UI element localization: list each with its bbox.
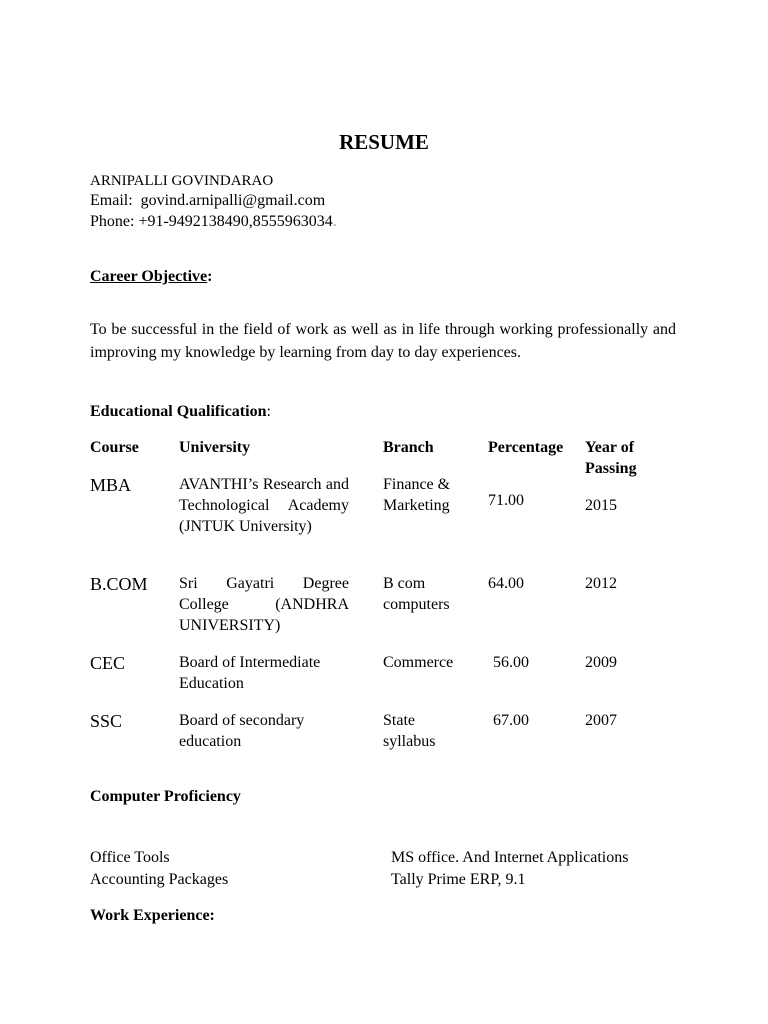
table-row-year: 2007 — [585, 712, 617, 729]
phone-line — [90, 213, 337, 231]
phone-text: Phone: +91-9492138490,8555963034 — [90, 213, 333, 230]
table-row-percentage: 56.00 — [493, 654, 529, 671]
education-heading — [90, 403, 271, 421]
computer-proficiency-heading: Computer Proficiency — [90, 788, 241, 805]
email-line — [90, 192, 325, 210]
table-row-branch: B com computers — [383, 575, 450, 613]
career-objective-colon: : — [207, 268, 213, 285]
work-experience-heading: Work Experience: — [90, 907, 215, 924]
col-header-branch: Branch — [383, 439, 434, 456]
table-row-branch: Finance & Marketing — [383, 476, 451, 514]
candidate-name: ARNIPALLI GOVINDARAO — [90, 173, 274, 189]
career-objective-text: To be successful in the field of work as well as in life through working professionally and improving my knowledge by learning from day to day experiences. — [90, 321, 676, 361]
resume-title: RESUME — [339, 130, 429, 154]
proficiency-value: MS office. And Internet Applications — [391, 849, 629, 866]
col-header-year: Year of Passing — [585, 439, 637, 477]
table-row-branch: Commerce — [383, 654, 454, 671]
table-row-university: AVANTHI’s Research and Technological Academy (JNTUK University) — [179, 476, 349, 535]
col-header-percentage: Percentage — [488, 439, 564, 456]
table-row-percentage: 64.00 — [488, 575, 524, 592]
email-label: Email: — [90, 192, 133, 209]
col-header-university: University — [179, 439, 251, 456]
phone-trailing: . — [332, 213, 337, 230]
education-heading-label: Educational Qualification — [90, 403, 267, 420]
education-heading-colon: : — [266, 403, 271, 420]
career-objective-label: Career Objective — [90, 268, 208, 285]
col-header-course: Course — [90, 439, 139, 456]
table-row-course: SSC — [90, 711, 123, 731]
proficiency-label: Office Tools — [90, 849, 170, 866]
table-row-university: Board of secondary education — [179, 712, 305, 750]
table-row-course: B.COM — [90, 574, 148, 594]
table-row-percentage: 71.00 — [488, 492, 524, 509]
table-row-course: CEC — [90, 653, 126, 673]
career-objective-heading — [90, 268, 212, 286]
table-row-percentage: 67.00 — [493, 712, 529, 729]
email-value: govind.arnipalli@gmail.com — [140, 192, 326, 209]
proficiency-value: Tally Prime ERP, 9.1 — [391, 871, 526, 888]
table-row-year: 2009 — [585, 654, 617, 671]
table-row-university: Board of Intermediate Education — [179, 654, 321, 692]
table-row-year: 2015 — [585, 497, 617, 514]
proficiency-label: Accounting Packages — [90, 871, 229, 888]
table-row-university: Sri Gayatri Degree College (ANDHRA UNIVERSITY) — [179, 575, 349, 634]
table-row-branch: State syllabus — [383, 712, 436, 750]
table-row-year: 2012 — [585, 575, 617, 592]
table-row-course: MBA — [90, 475, 132, 495]
